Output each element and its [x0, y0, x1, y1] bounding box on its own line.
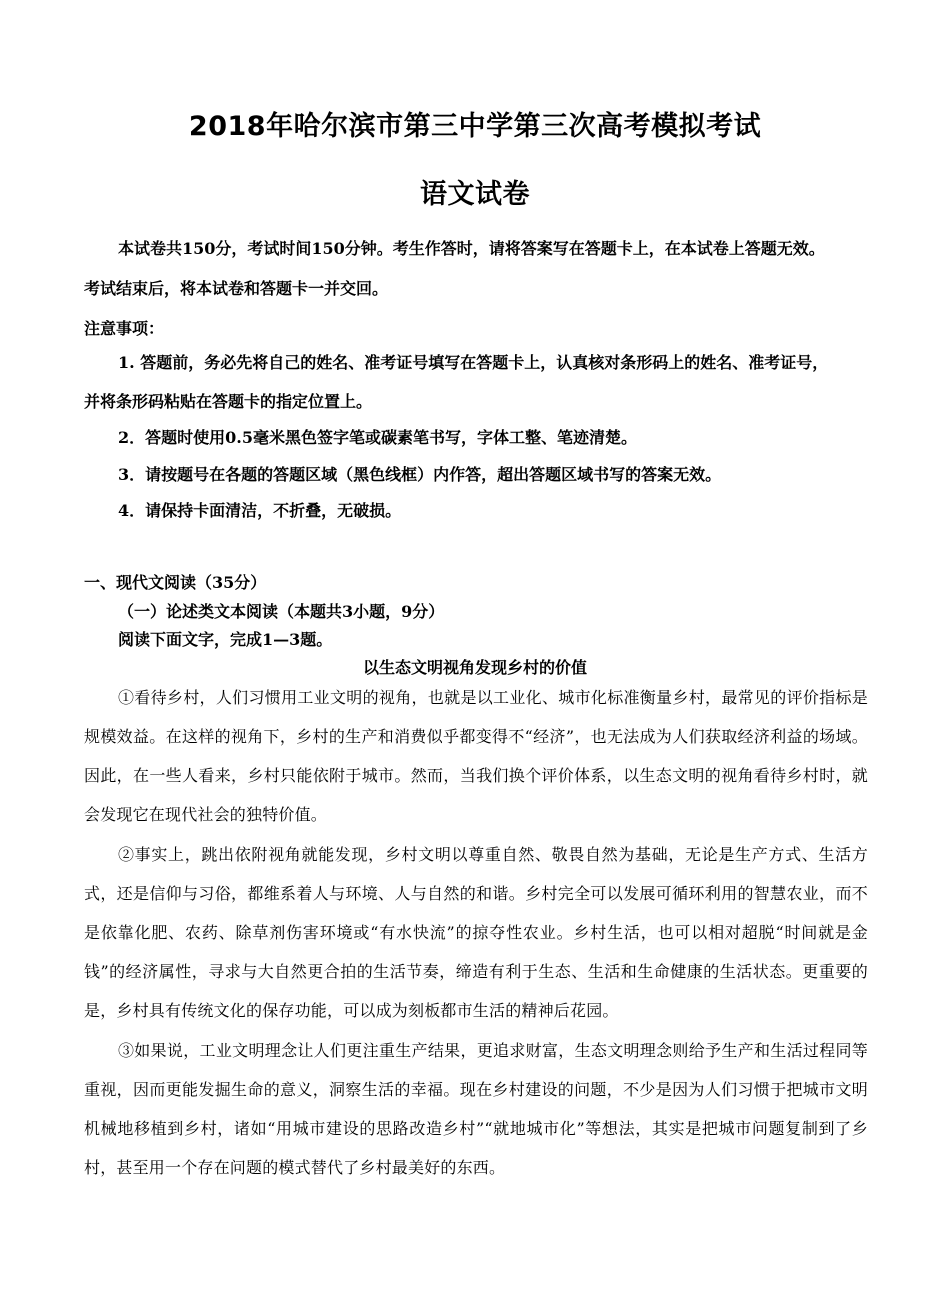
section-heading: 一、现代文阅读（35分） — [84, 573, 267, 592]
notice-item-1-line-1: 1. 答题前，务必先将自己的姓名、准考证号填写在答题卡上，认真核对条形码上的姓名、准考证号， — [118, 353, 829, 372]
article-paragraph-3: ③如果说，工业文明理念让人们更注重生产结果，更追求财富，生态文明理念则给予生产和生活过程同等重视，因而更能发掘生命的意义，洞察生活的幸福。现在乡村建设的问题，不少是因为人们习惯于把城市文明机械地移植到乡村，诸如“用城市建设的思路改造乡村”“就地城市化”等想法，其实是把城市问题复制到了乡村，甚至用一个存在问题的模式替代了乡村最美好的东西。 — [84, 1041, 868, 1177]
article-paragraph-2: ②事实上，跳出依附视角就能发现，乡村文明以尊重自然、敬畏自然为基础，无论是生产方式、生活方式，还是信仰与习俗，都维系着人与环境、人与自然的和谐。乡村完全可以发展可循环利用的智慧农业，而不是依靠化肥、农药、除草剂伤害环境或“有水快流”的掠夺性农业。乡村生活，也可以相对超脱“时间就是金钱”的经济属性，寻求与大自然更合拍的生活节奏，缔造有利于生态、生活和生命健康的生活状态。更重要的是，乡村具有传统文化的保存功能，可以成为刻板都市生活的精神后花园。 — [84, 845, 868, 1020]
intro-line-2: 考试结束后，将本试卷和答题卡一并交回。 — [84, 279, 389, 298]
article-paragraph-1: ①看待乡村，人们习惯用工业文明的视角，也就是以工业化、城市化标准衡量乡村，最常见的评价指标是规模效益。在这样的视角下，乡村的生产和消费似乎都变得不“经济”，也无法成为人们获取经济利益的场域。因此，在一些人看来，乡村只能依附于城市。然而，当我们换个评价体系，以生态文明的视角看待乡村时，就会发现它在现代社会的独特价值。 — [84, 688, 868, 824]
notice-item-4: 4．请保持卡面清洁，不折叠，无破损。 — [118, 501, 402, 520]
article-title: 以生态文明视角发现乡村的价值 — [362, 658, 587, 677]
notice-item-2: 2．答题时使用0.5毫米黑色签字笔或碳素笔书写，字体工整、笔迹清楚。 — [118, 428, 637, 447]
notice-item-1-line-2: 并将条形码粘贴在答题卡的指定位置上。 — [84, 392, 373, 411]
reading-instruction: 阅读下面文字，完成1—3题。 — [118, 630, 333, 649]
intro-line-1: 本试卷共150分，考试时间150分钟。考生作答时，请将答案写在答题卡上，在本试卷上答题无效。 — [118, 239, 825, 258]
exam-subtitle: 语文试卷 — [420, 179, 530, 210]
exam-title: 2018年哈尔滨市第三中学第三次高考模拟考试 — [188, 111, 762, 142]
notice-item-3: 3．请按题号在各题的答题区域（黑色线框）内作答，超出答题区域书写的答案无效。 — [118, 465, 722, 484]
notice-heading: 注意事项： — [84, 319, 165, 338]
section-subheading: （一）论述类文本阅读（本题共3小题，9分） — [118, 602, 445, 621]
